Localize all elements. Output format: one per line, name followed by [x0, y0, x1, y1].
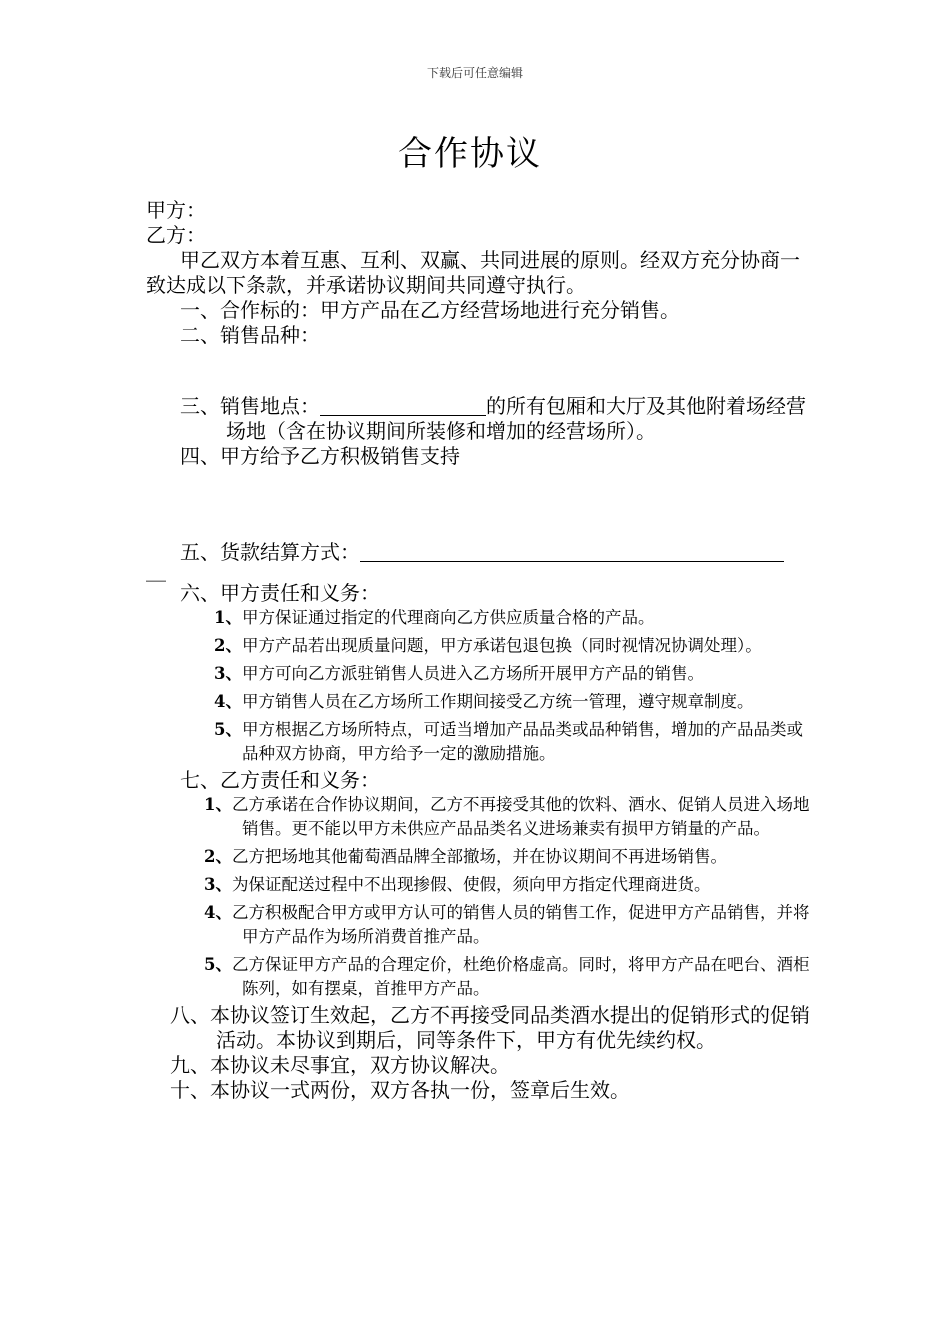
- s7-item-3: 3、为保证配送过程中不出现掺假、使假，须向甲方指定代理商进货。: [204, 875, 711, 894]
- s7-item-2: 2、乙方把场地其他葡萄酒品牌全部撤场，并在协议期间不再进场销售。: [204, 847, 727, 866]
- section-6-heading: 六、甲方责任和义务：: [180, 581, 380, 605]
- agreement-body: [146, 198, 810, 1103]
- s7-item-5: 5、乙方保证甲方产品的合理定价，杜绝价格虚高。同时，将甲方产品在吧台、酒柜陈列，如有摆桌，首推甲方产品。: [204, 955, 810, 998]
- section-10: 十、本协议一式两份，双方各执一份，签章后生效。: [170, 1078, 630, 1102]
- s6-item-3: 3、甲方可向乙方派驻销售人员进入乙方场所开展甲方产品的销售。: [214, 664, 704, 683]
- party-a-line: 甲方：: [146, 198, 206, 222]
- section-3-text: 的所有包厢和大厅及其他附着场经营场地（含在协议期间所装修和增加的经营场所）。: [226, 394, 806, 443]
- section-3-label: 三、销售地点：: [180, 394, 320, 418]
- section-7-list: [146, 793, 810, 1001]
- party-b-line: 乙方：: [146, 223, 206, 247]
- section-7-heading: 七、乙方责任和义务：: [180, 768, 380, 792]
- document-title: 合作协议: [398, 134, 542, 174]
- s6-item-2: 2、甲方产品若出现质量问题，甲方承诺包退包换（同时视情况协调处理）。: [214, 636, 762, 655]
- section-1: 一、合作标的：甲方产品在乙方经营场地进行充分销售。: [180, 298, 680, 322]
- page-header-note: 下载后可任意编辑: [426, 66, 523, 80]
- section-5-tail: __: [146, 558, 166, 582]
- section-4: 四、甲方给予乙方积极销售支持: [180, 444, 460, 468]
- s7-item-1: 1、乙方承诺在合作协议期间，乙方不再接受其他的饮料、酒水、促销人员进入场地销售。更不能以甲方未供应产品品类名义进场兼卖有损甲方销量的产品。: [204, 795, 810, 838]
- s6-item-4: 4、甲方销售人员在乙方场所工作期间接受乙方统一管理，遵守规章制度。: [214, 692, 754, 711]
- section-9: 九、本协议未尽事宜，双方协议解决。: [170, 1053, 510, 1077]
- section-6-list: [146, 606, 810, 766]
- section-2: 二、销售品种：: [180, 323, 320, 347]
- section-8: 八、本协议签订生效起，乙方不再接受同品类酒水提出的促销形式的促销活动。本协议到期后，同等条件下，甲方有优先续约权。: [170, 1003, 810, 1052]
- section-5: [146, 540, 810, 565]
- section-3: [146, 394, 810, 444]
- intro-paragraph: 甲乙双方本着互惠、互利、双赢、共同进展的原则。经双方充分协商一致达成以下条款，并承诺协议期间共同遵守执行。: [146, 248, 800, 297]
- location-blank: [320, 395, 486, 416]
- s7-item-4: 4、乙方积极配合甲方或甲方认可的销售人员的销售工作，促进甲方产品销售，并将甲方产品作为场所消费首推产品。: [204, 903, 810, 946]
- s6-item-1: 1、甲方保证通过指定的代理商向乙方供应质量合格的产品。: [214, 608, 655, 627]
- s6-item-5: 5、甲方根据乙方场所特点，可适当增加产品品类或品种销售，增加的产品品类或品种双方协商，甲方给予一定的激励措施。: [214, 720, 803, 763]
- section-5-label: 五、货款结算方式：: [180, 540, 360, 564]
- payment-blank: [360, 541, 784, 562]
